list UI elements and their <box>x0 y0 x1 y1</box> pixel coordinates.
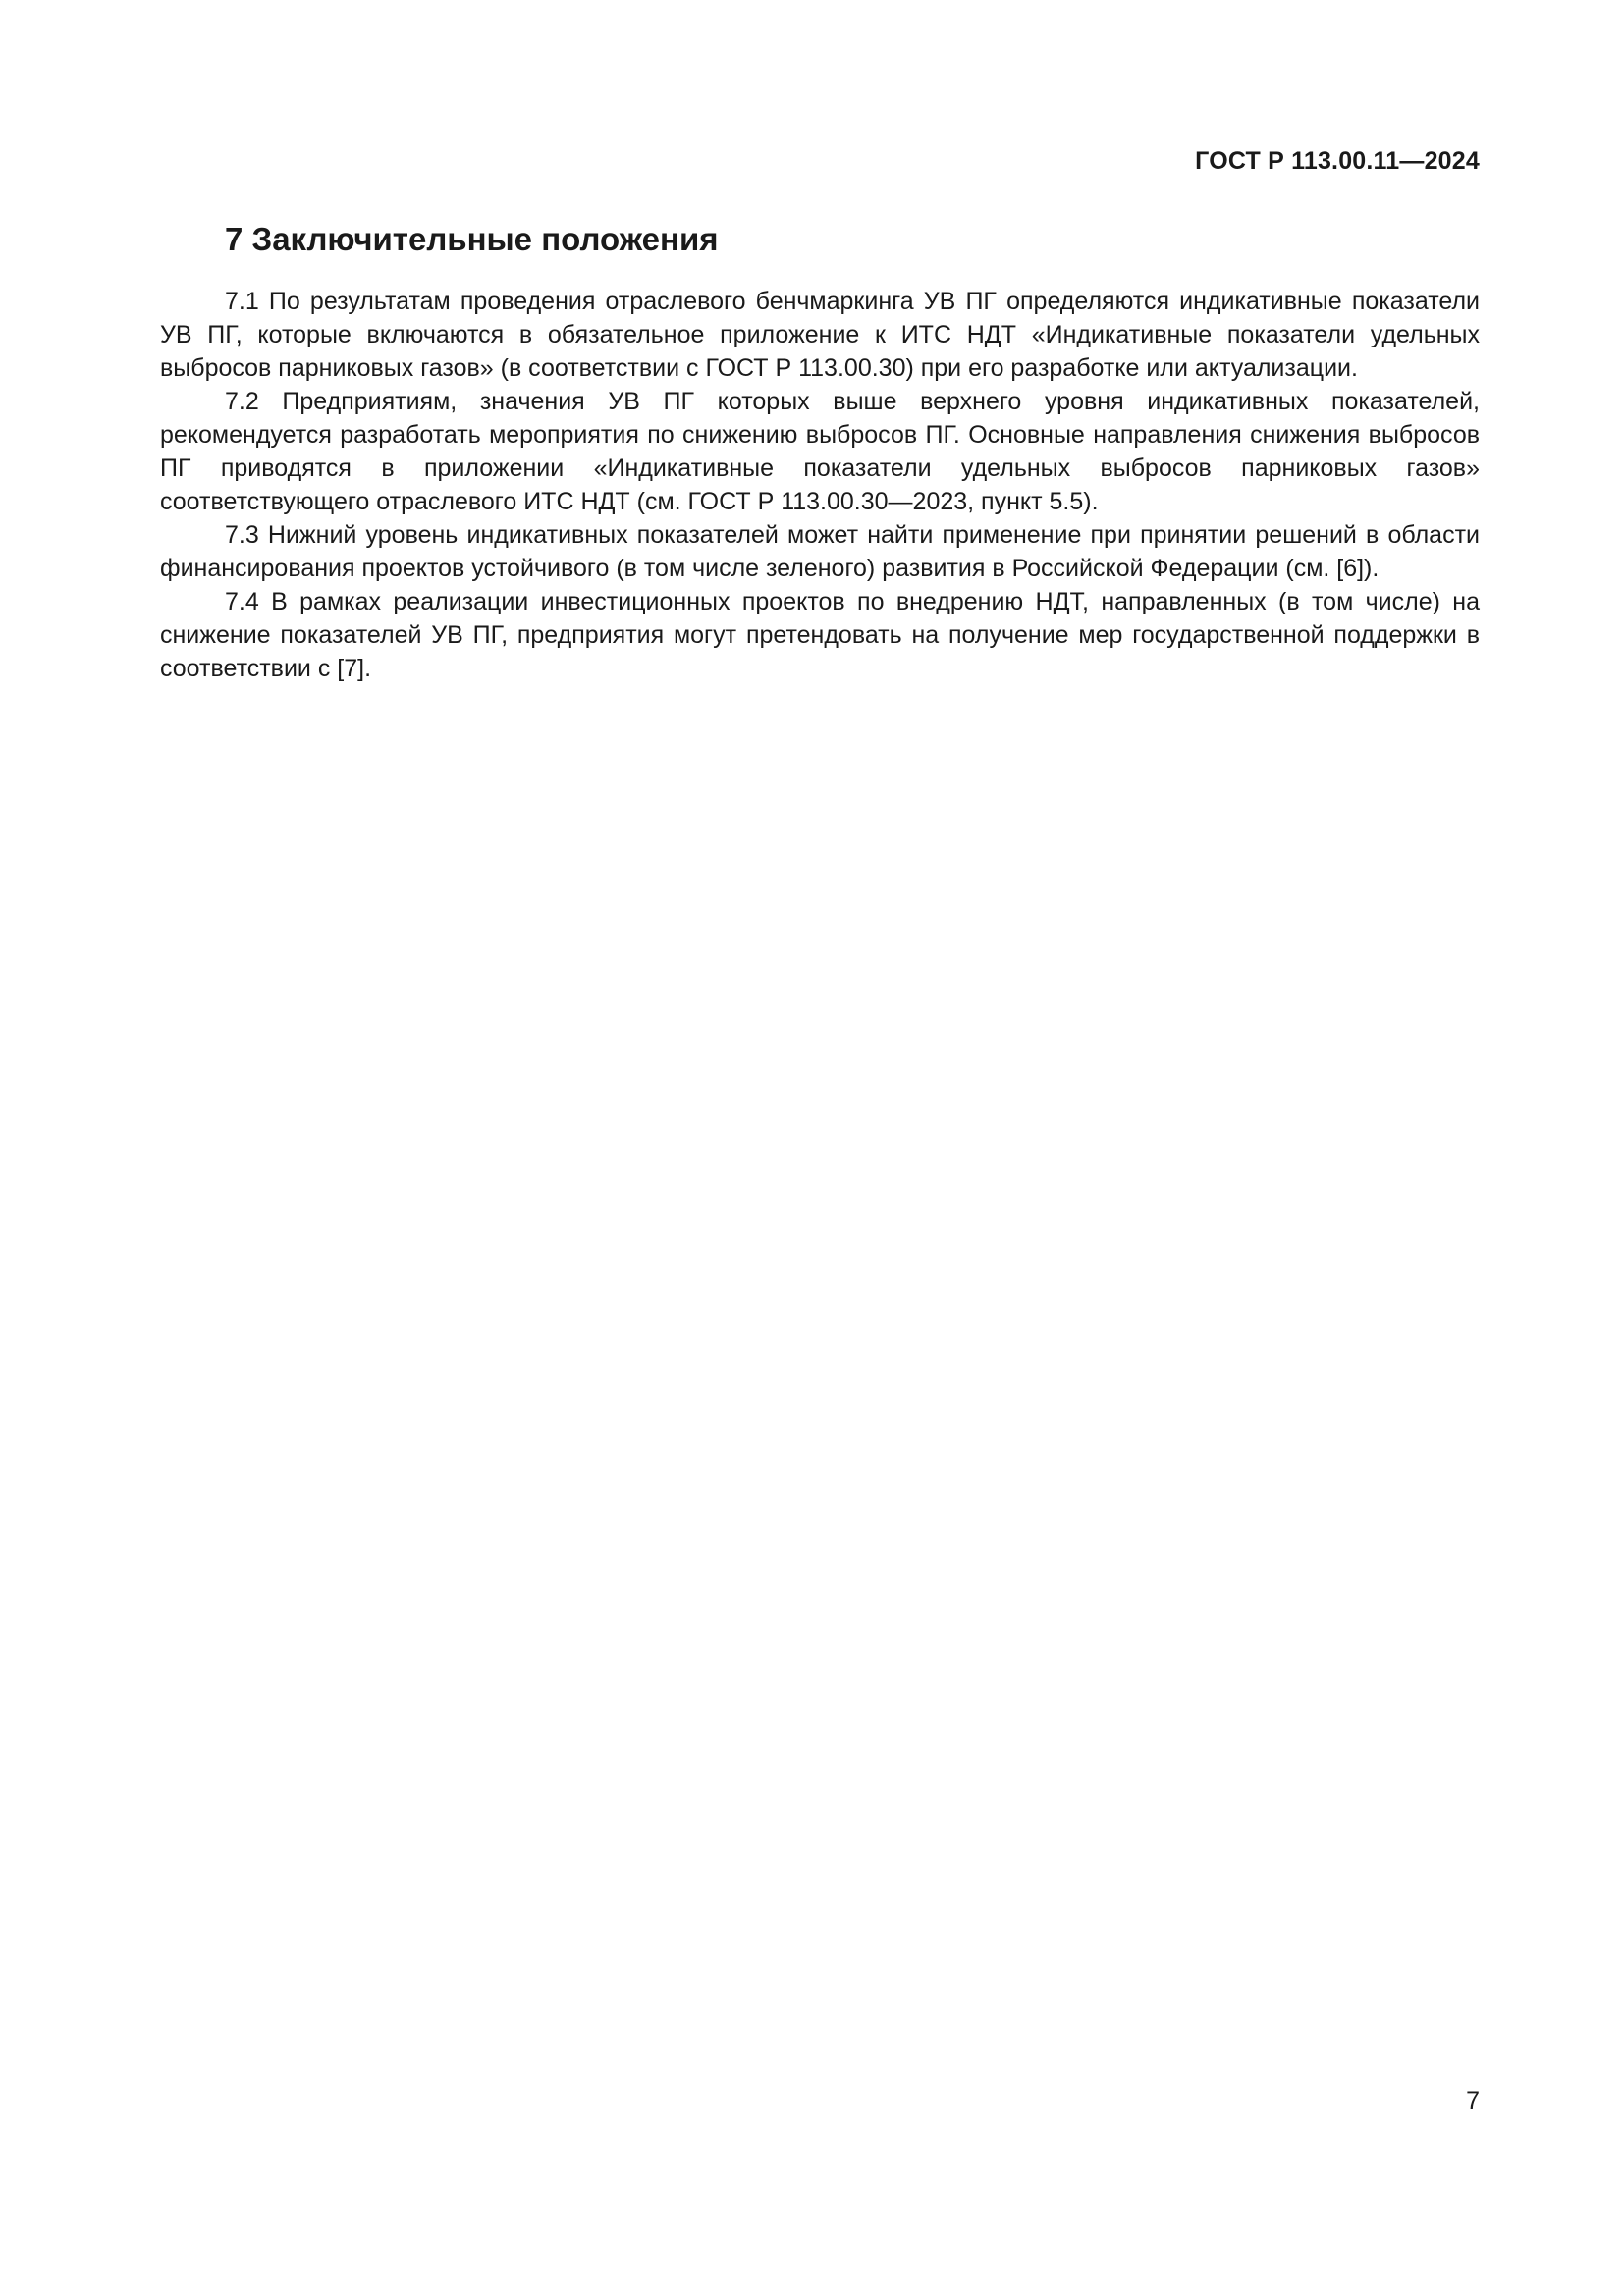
document-code-header: ГОСТ Р 113.00.11—2024 <box>1195 147 1480 175</box>
section-title: 7 Заключительные положения <box>225 221 719 257</box>
paragraph-7-1: 7.1 По результатам проведения отраслевого бенчмаркинга УВ ПГ определяются индикативные показатели УВ ПГ, которые включаются в обязательное приложение к ИТС НДТ «Индикативные показатели удельных выбросов парниковых газов» (в соответствии с ГОСТ Р 113.00.30) при его разработке или актуализации. <box>160 288 1480 382</box>
paragraph-7-2: 7.2 Предприятиям, значения УВ ПГ которых выше верхнего уровня индикативных показателей, рекомендуется разработать мероприятия по снижению выбросов ПГ. Основные направления снижения выбросов ПГ приводятся в приложении «Индикативные показатели удельных выбросов парниковых газов» соответствующего отраслевого ИТС НДТ (см. ГОСТ Р 113.00.30—2023, пункт 5.5). <box>160 388 1480 515</box>
paragraph-7-3: 7.3 Нижний уровень индикативных показателей может найти применение при принятии решений в области финансирования проектов устойчивого (в том числе зеленого) развития в Российской Федерации (см. [6]). <box>160 521 1480 582</box>
paragraph-7-4: 7.4 В рамках реализации инвестиционных проектов по внедрению НДТ, направленных (в том числе) на снижение показателей УВ ПГ, предприятия могут претендовать на получение мер государственной поддержки в соответствии с [7]. <box>160 588 1480 682</box>
page-number: 7 <box>1466 2087 1480 2114</box>
final-provisions-section <box>160 218 1480 685</box>
